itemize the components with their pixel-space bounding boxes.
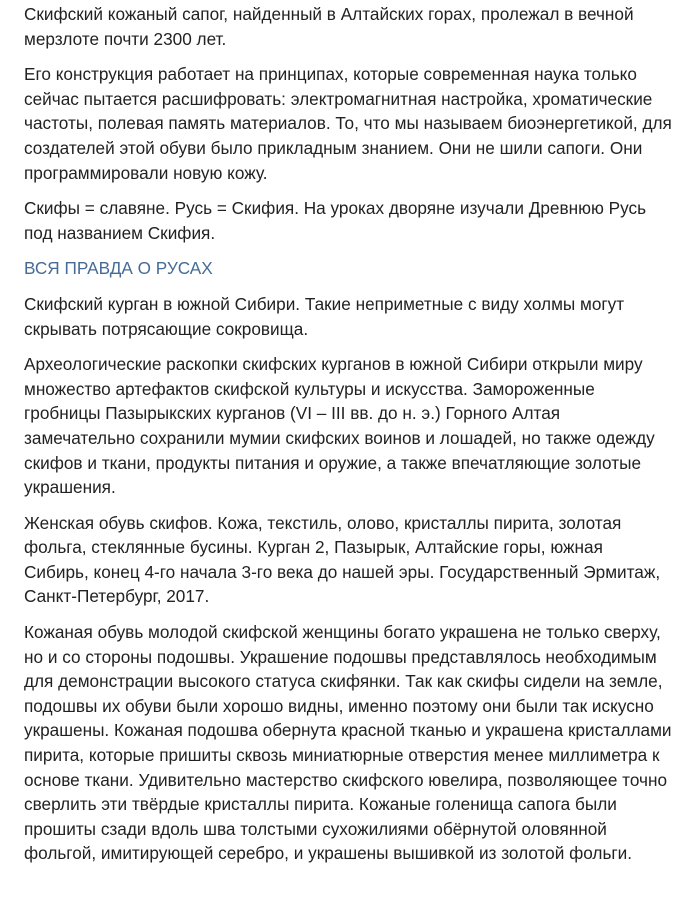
paragraph-shoe-details: Кожаная обувь молодой скифской женщины богато украшена не только сверху, но и со стороны подошвы. Украшение подошвы представлялось необходимым для демонстрации высокого статуса скифянки. Так как скифы сидели на земле, подошвы их обуви были хорошо видны, именно поэтому они были так искусно украшены. Кожаная подошва обернута красной тканью и украшена кристаллами пирита, которые пришиты сквозь миниатюрные отверстия менее миллиметра к основе ткани. Удивительно мастерство скифского ювелира, позволяющее точно сверлить эти твёрдые кристаллы пирита. Кожаные голенища сапога были прошиты сзади вдоль шва толстыми сухожилиями обёрнутой оловянной фольгой, имитирующей серебро, и украшены вышивкой из золотой фольги. (24, 622, 672, 864)
paragraph-boot-intro: Скифский кожаный сапог, найденный в Алтайских горах, пролежал в вечной мерзлоте почти 2300 лет. (24, 4, 634, 49)
paragraph-women-shoes: Женская обувь скифов. Кожа, текстиль, олово, кристаллы пирита, золотая фольга, стеклянные бусины. Курган 2, Пазырык, Алтайские горы, южная Сибирь, конец 4-го начала 3-го века до нашей эры. Государственный Эрмитаж, Санкт-Петербург, 2017. (24, 512, 661, 607)
paragraph-scythians-slavs: Скифы = славяне. Русь = Скифия. На уроках дворяне изучали Древнюю Русь под названием Скифия. (24, 198, 647, 243)
paragraph-excavations: Археологические раскопки скифских курганов в южной Сибири открыли миру множество артефактов скифской культуры и искусства. Замороженные гробницы Пазырыкских курганов (VI – III вв. до н. э.) Горного Алтая замечательно сохранили мумии скифских воинов и лошадей, но также одежду скифов и ткани, продукты питания и оружие, а также впечатляющие золотые украшения. (24, 354, 655, 498)
paragraph-kurgan: Скифский курган в южной Сибири. Такие неприметные с виду холмы могут скрывать потрясающие сокровища. (24, 293, 625, 339)
tag-link[interactable]: ВСЯ ПРАВДА О РУСАХ (24, 258, 213, 279)
paragraph-construction: Его конструкция работает на принципах, которые современная наука только сейчас пытается расшифровать: электромагнитная настройка, хроматические частоты, полевая память материалов. То, что мы называем биоэнергетикой, для создателей этой обуви было прикладным знанием. Они не шили сапоги. Они программировали новую кожу. (24, 64, 672, 183)
